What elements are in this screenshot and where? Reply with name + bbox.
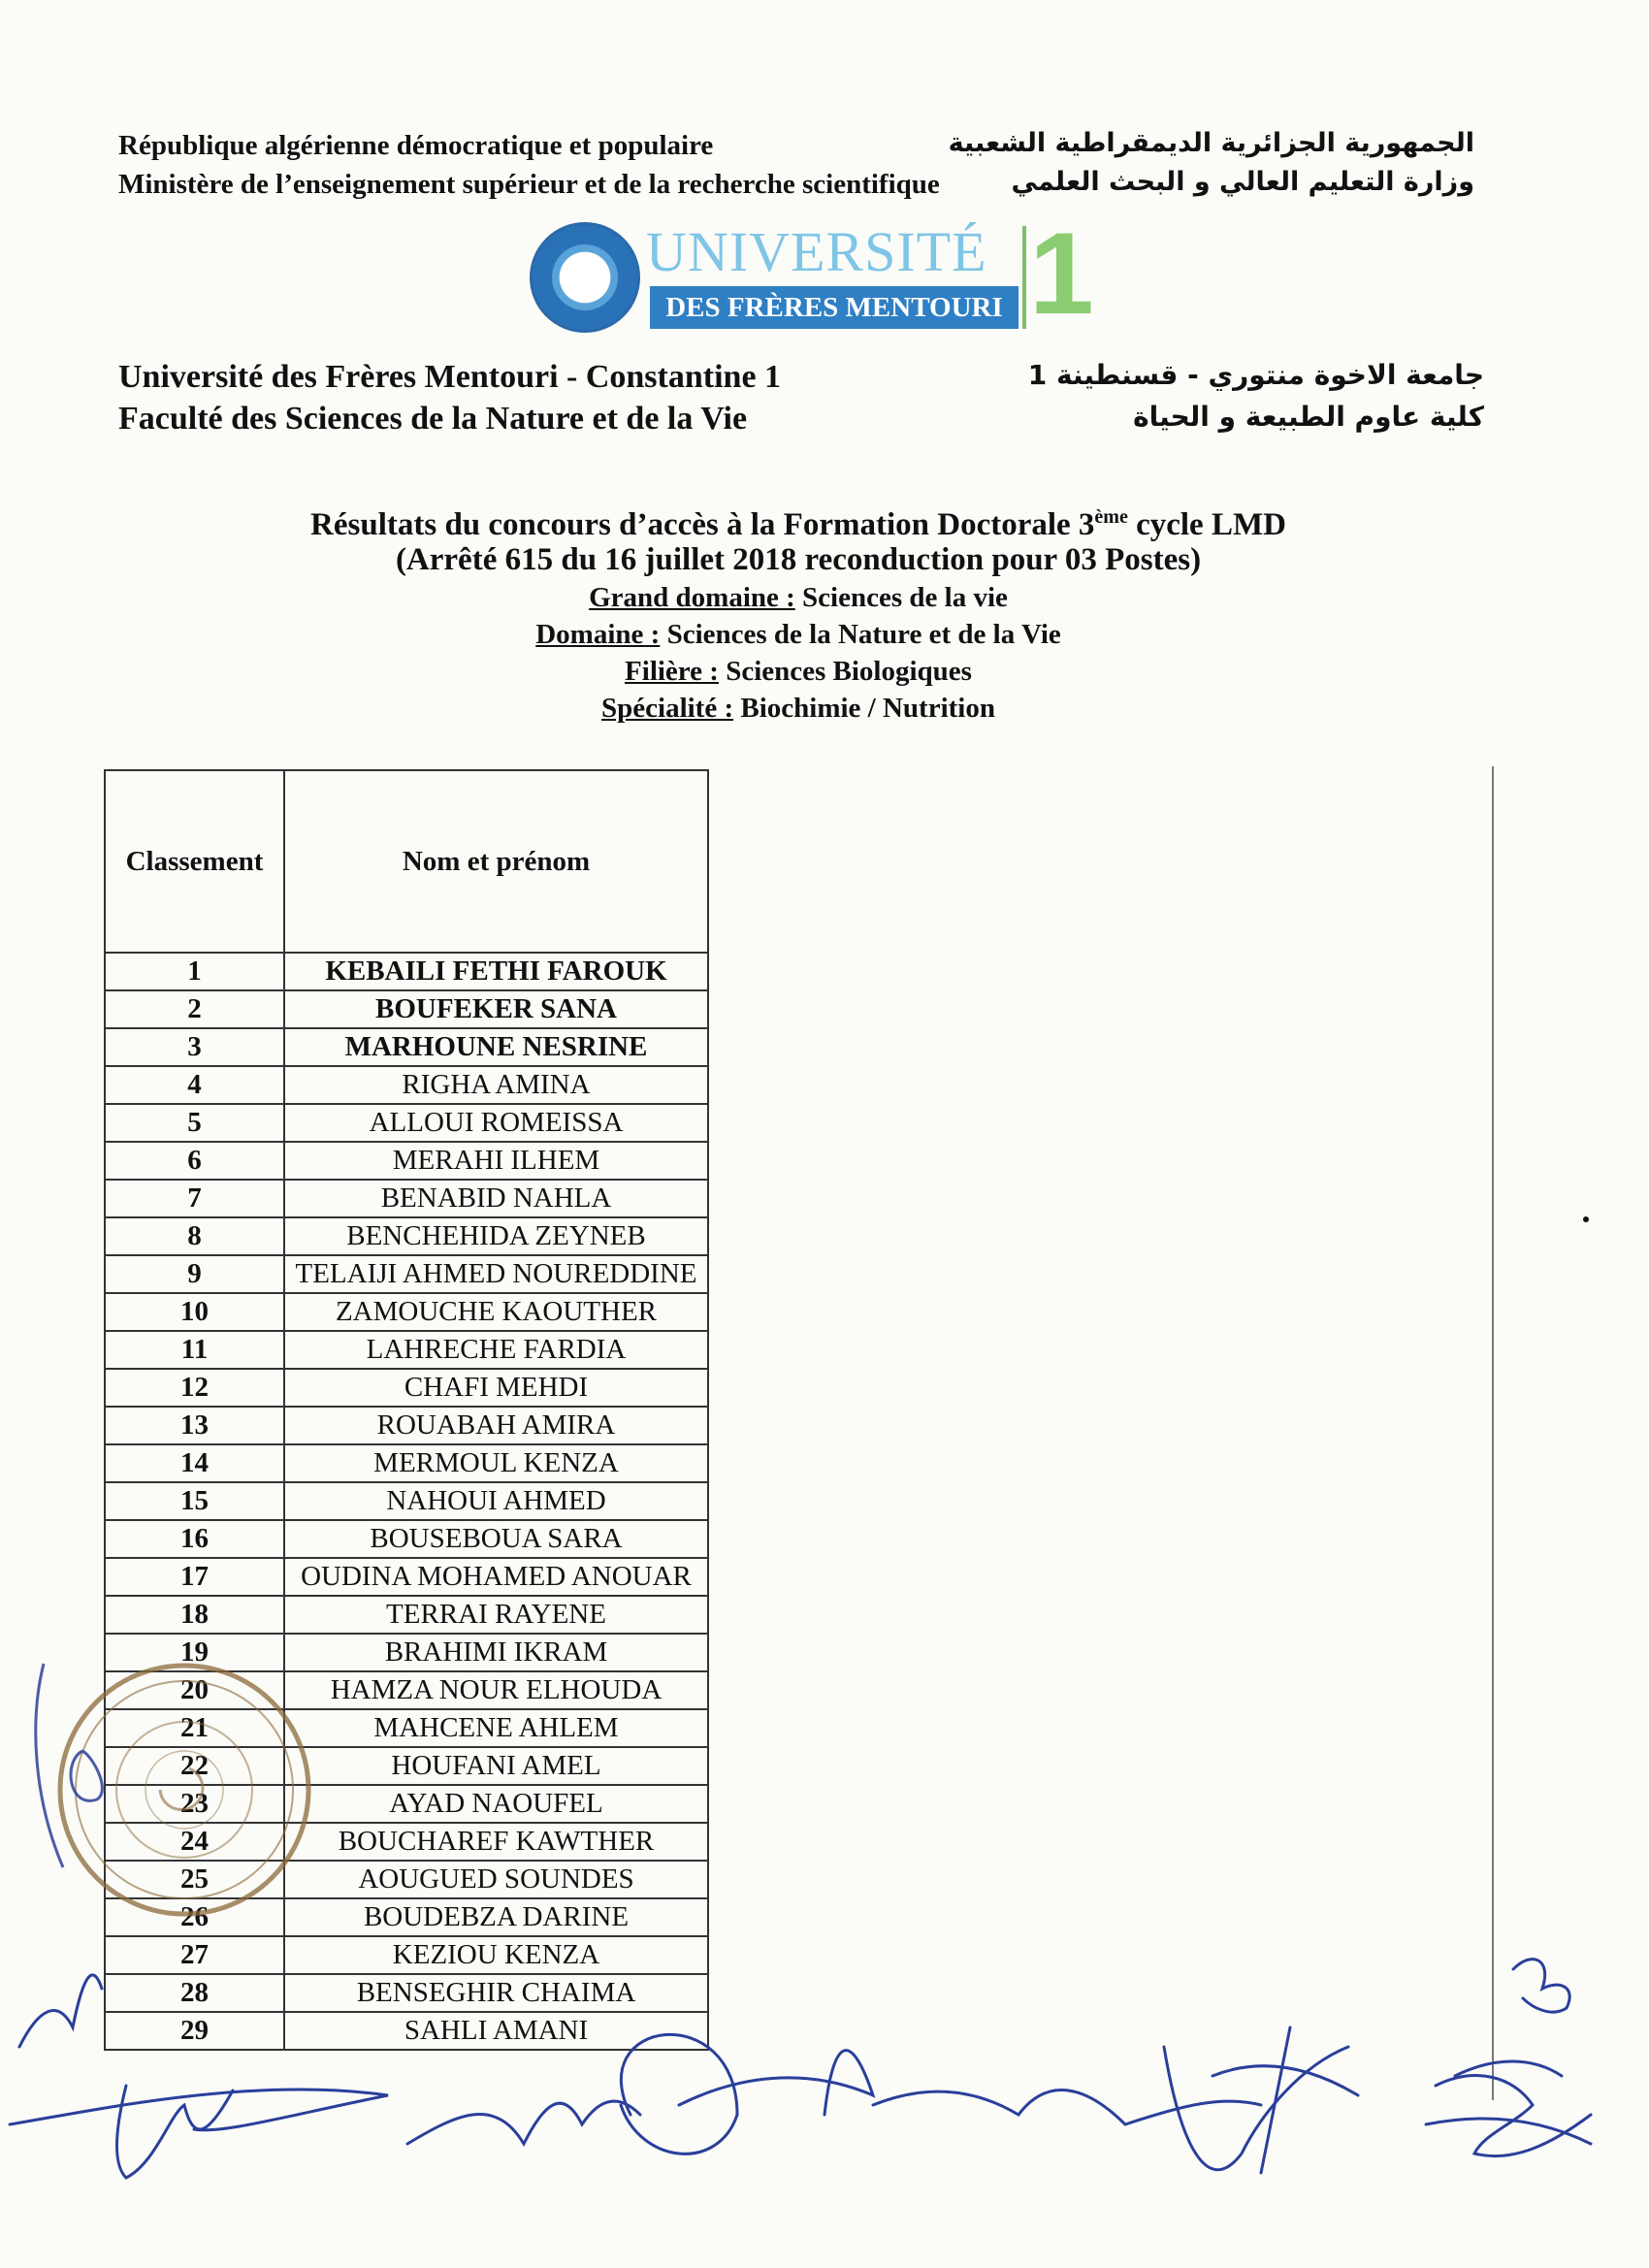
rank-cell: 20 [105, 1671, 284, 1709]
table-row [105, 1520, 708, 1558]
name-cell: BOUSEBOUA SARA [284, 1520, 708, 1558]
table-row [105, 1482, 708, 1520]
name-cell: HAMZA NOUR ELHOUDA [284, 1671, 708, 1709]
table-row [105, 1066, 708, 1104]
rank-cell: 8 [105, 1217, 284, 1255]
table-row [105, 1444, 708, 1482]
institution-fr-faculty: Faculté des Sciences de la Nature et de la Vie [118, 401, 748, 437]
name-cell: BENABID NAHLA [284, 1180, 708, 1217]
table-row [105, 953, 708, 990]
table-row [105, 1142, 708, 1180]
field-value: Sciences de la vie [794, 582, 1008, 613]
rank-cell: 28 [105, 1974, 284, 2012]
rank-cell: 16 [105, 1520, 284, 1558]
field-value: Biochimie / Nutrition [733, 693, 995, 724]
field-label: Domaine : [535, 619, 661, 650]
field-grand-domaine [0, 580, 1597, 616]
title-superscript: ème [1094, 506, 1128, 528]
rank-cell: 4 [105, 1066, 284, 1104]
name-cell: BENCHEHIDA ZEYNEB [284, 1217, 708, 1255]
institution-ar-faculty: كلية عاوم الطبيعة و الحياة [1133, 401, 1484, 433]
name-cell: ROUABAH AMIRA [284, 1407, 708, 1444]
name-cell: HOUFANI AMEL [284, 1747, 708, 1785]
name-cell: KEZIOU KENZA [284, 1936, 708, 1974]
title-line1-end: cycle LMD [1127, 507, 1286, 542]
name-cell: BOUFEKER SANA [284, 990, 708, 1028]
table-row [105, 1331, 708, 1369]
table-row [105, 1407, 708, 1444]
name-cell: NAHOUI AHMED [284, 1482, 708, 1520]
field-label: Filière : [625, 656, 719, 687]
header-ar-ministry: وزارة التعليم العالي و البحث العلمي [1011, 167, 1474, 197]
name-cell: TELAIJI AHMED NOUREDDINE [284, 1255, 708, 1293]
rank-cell: 6 [105, 1142, 284, 1180]
field-value: Sciences de la Nature et de la Vie [660, 619, 1061, 650]
logo-number: 1 [1029, 209, 1094, 339]
name-cell: SAHLI AMANI [284, 2012, 708, 2050]
table-row [105, 1255, 708, 1293]
rank-cell: 10 [105, 1293, 284, 1331]
rank-cell: 2 [105, 990, 284, 1028]
table-row [105, 1293, 708, 1331]
header-fr-ministry: Ministère de l’enseignement supérieur et de la recherche scientifique [118, 169, 940, 200]
field-domaine [0, 617, 1597, 653]
ink-dot [1583, 1216, 1589, 1222]
table-row [105, 1180, 708, 1217]
logo-band: DES FRÈRES MENTOURI [650, 286, 1018, 329]
name-cell: LAHRECHE FARDIA [284, 1331, 708, 1369]
name-cell: ALLOUI ROMEISSA [284, 1104, 708, 1142]
header-ar-republic: الجمهورية الجزائرية الديمقراطية الشعبية [948, 128, 1474, 158]
rank-cell: 5 [105, 1104, 284, 1142]
name-cell: BRAHIMI IKRAM [284, 1634, 708, 1671]
rank-cell: 18 [105, 1596, 284, 1634]
rank-cell: 19 [105, 1634, 284, 1671]
rank-cell: 25 [105, 1861, 284, 1898]
rank-cell: 26 [105, 1898, 284, 1936]
field-label: Spécialité : [601, 693, 734, 724]
table-row [105, 1596, 708, 1634]
name-cell: MARHOUNE NESRINE [284, 1028, 708, 1066]
name-cell: CHAFI MEHDI [284, 1369, 708, 1407]
rank-cell: 1 [105, 953, 284, 990]
name-cell: ZAMOUCHE KAOUTHER [284, 1293, 708, 1331]
signatures-icon [0, 1921, 1649, 2268]
institution-ar-university: جامعة الاخوة منتوري - قسنطينة 1 [1027, 359, 1484, 391]
name-cell: RIGHA AMINA [284, 1066, 708, 1104]
header-fr-republic: République algérienne démocratique et populaire [118, 130, 714, 161]
rank-cell: 7 [105, 1180, 284, 1217]
field-value: Sciences Biologiques [718, 656, 972, 687]
name-cell: BOUCHAREF KAWTHER [284, 1823, 708, 1861]
field-label: Grand domaine : [589, 582, 795, 613]
name-cell: AYAD NAOUFEL [284, 1785, 708, 1823]
logo-word: UNIVERSITÉ [646, 220, 987, 283]
name-cell: BOUDEBZA DARINE [284, 1898, 708, 1936]
rank-cell: 14 [105, 1444, 284, 1482]
name-cell: AOUGUED SOUNDES [284, 1861, 708, 1898]
results-subtitle: (Arrêté 615 du 16 juillet 2018 reconduction pour 03 Postes) [395, 542, 1202, 577]
name-cell: KEBAILI FETHI FAROUK [284, 953, 708, 990]
rank-cell: 11 [105, 1331, 284, 1369]
name-cell: TERRAI RAYENE [284, 1596, 708, 1634]
table-header-row [105, 770, 708, 953]
rank-cell: 13 [105, 1407, 284, 1444]
rank-cell: 9 [105, 1255, 284, 1293]
rank-cell: 15 [105, 1482, 284, 1520]
table-row [105, 990, 708, 1028]
institution-fr-university: Université des Frères Mentouri - Constantine 1 [118, 359, 782, 395]
rank-cell: 27 [105, 1936, 284, 1974]
logo-seal-icon [530, 222, 640, 333]
official-stamp-icon [24, 1644, 315, 1935]
title-line1-text: Résultats du concours d’accès à la Formation Doctorale 3 [310, 507, 1095, 542]
column-header-rank: Classement [105, 770, 284, 953]
name-cell: MAHCENE AHLEM [284, 1709, 708, 1747]
table-row [105, 1369, 708, 1407]
table-row [105, 1558, 708, 1596]
name-cell: BENSEGHIR CHAIMA [284, 1974, 708, 2012]
rank-cell: 3 [105, 1028, 284, 1066]
table-row [105, 1028, 708, 1066]
rank-cell: 29 [105, 2012, 284, 2050]
rank-cell: 22 [105, 1747, 284, 1785]
logo-divider [1022, 226, 1026, 329]
rank-cell: 23 [105, 1785, 284, 1823]
right-margin-line [1492, 766, 1494, 2100]
field-filiere [0, 654, 1597, 690]
name-cell: MERMOUL KENZA [284, 1444, 708, 1482]
rank-cell: 24 [105, 1823, 284, 1861]
rank-cell: 17 [105, 1558, 284, 1596]
university-logo [530, 209, 1094, 339]
table-row [105, 1217, 708, 1255]
field-specialite [0, 691, 1597, 727]
rank-cell: 12 [105, 1369, 284, 1407]
name-cell: MERAHI ILHEM [284, 1142, 708, 1180]
table-row [105, 1104, 708, 1142]
rank-cell: 21 [105, 1709, 284, 1747]
column-header-name: Nom et prénom [284, 770, 708, 953]
name-cell: OUDINA MOHAMED ANOUAR [284, 1558, 708, 1596]
